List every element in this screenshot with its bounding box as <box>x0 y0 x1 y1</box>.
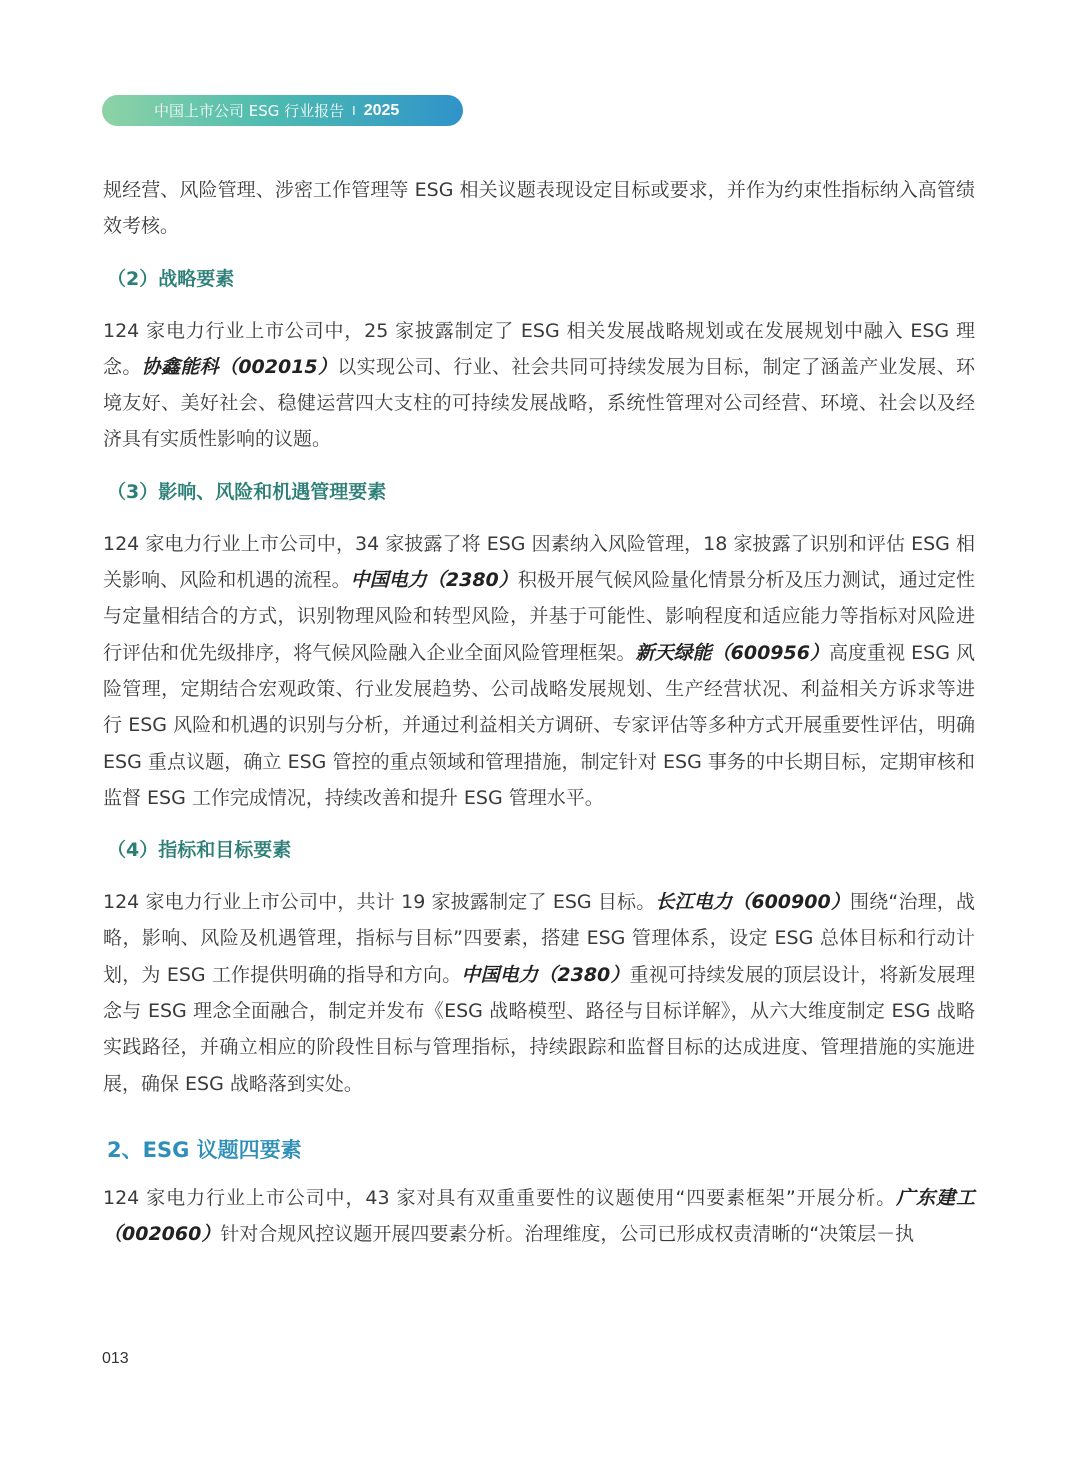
paragraph-text: 124 家电力行业上市公司中，43 家对具有双重重要性的议题使用“四要素框架”开展分析。 <box>103 1186 897 1209</box>
company-name: 长江电力（600900） <box>655 891 851 914</box>
paragraph-text: 围绕“治理，战略，影响、风险及机遇管理，指标与目标”四要素，搭建 ESG 管理体系，设定 ESG 总体目标和行动计划，为 ESG 工作提供明确的指导和方向。 <box>103 891 975 986</box>
company-name: 中国电力（2380） <box>461 963 630 986</box>
heading-strategy: （2）战略要素 <box>107 267 235 290</box>
paragraph-text: 124 家电力行业上市公司中，25 家披露制定了 ESG 相关发展战略规划或在发展规划中融入 ESG 理念。 <box>103 319 975 378</box>
paragraph-strategy <box>103 313 975 458</box>
report-year: 2025 <box>363 101 400 119</box>
company-name: 中国电力（2380） <box>350 569 518 592</box>
paragraph-continued: 规经营、风险管理、涉密工作管理等 ESG 相关议题表现设定目标或要求，并作为约束性指标纳入高管绩效考核。 <box>103 179 975 238</box>
company-name: 广东建工（002060） <box>103 1186 975 1246</box>
company-name: 新天绿能（600956） <box>635 641 830 664</box>
report-header-banner <box>102 95 463 126</box>
paragraph-text: 积极开展气候风险量化情景分析及压力测试，通过定性与定量相结合的方式，识别物理风险和转型风险，并基于可能性、影响程度和适应能力等指标对风险进行评估和优先级排序，将气候风险融入企业全面风险管理框架。 <box>103 569 975 664</box>
paragraph-text: 以实现公司、行业、社会共同可持续发展为目标，制定了涵盖产业发展、环境友好、美好社会、稳健运营四大支柱的可持续发展战略，系统性管理对公司经营、环境、社会以及经济具有实质性影响的议题。 <box>103 355 975 451</box>
page-content <box>103 172 975 1253</box>
heading-impact-risk-opportunity: （3）影响、风险和机遇管理要素 <box>107 480 387 503</box>
report-title: 中国上市公司 ESG 行业报告 <box>154 102 345 120</box>
paragraph-text: 124 家电力行业上市公司中，34 家披露了将 ESG 因素纳入风险管理，18 家披露了识别和评估 ESG 相关影响、风险和机遇的流程。 <box>103 532 975 592</box>
paragraph-text: 124 家电力行业上市公司中，共计 19 家披露制定了 ESG 目标。 <box>103 891 656 914</box>
paragraph-text: 重视可持续发展的顶层设计，将新发展理念与 ESG 理念全面融合，制定并发布《ESG 战略模型、路径与目标详解》，从六大维度制定 ESG 战略实践路径，并确立相应的阶段性目标与管理指标，持续跟踪和监督目标的达成进度、管理措施的实施进展，确保 ESG 战略落到实处。 <box>103 963 975 1095</box>
paragraph-risk <box>103 526 975 816</box>
page-number: 013 <box>102 1350 129 1367</box>
heading-metrics-targets: （4）指标和目标要素 <box>107 839 292 862</box>
paragraph-text: 针对合规风控议题开展四要素分析。治理维度，公司已形成权责清晰的“决策层－执 <box>220 1223 915 1246</box>
company-name: 协鑫能科（002015） <box>141 355 338 378</box>
paragraph-metrics <box>103 884 975 1102</box>
paragraph-four-elements <box>103 1180 975 1253</box>
section-heading-four-elements: 2、ESG 议题四要素 <box>107 1137 302 1162</box>
header-separator: I <box>352 103 356 118</box>
paragraph-text: 高度重视 ESG 风险管理，定期结合宏观政策、行业发展趋势、公司战略发展规划、生产经营状况、利益相关方诉求等进行 ESG 风险和机遇的识别与分析，并通过利益相关方调研、专家评估等多种方式开展重要性评估，明确 ESG 重点议题，确立 ESG 管控的重点领域和管理措施，制定针对 ESG 事务的中长期目标，定期审核和监督 ESG 工作完成情况，持续改善和提升 ESG 管理水平。 <box>103 641 975 809</box>
